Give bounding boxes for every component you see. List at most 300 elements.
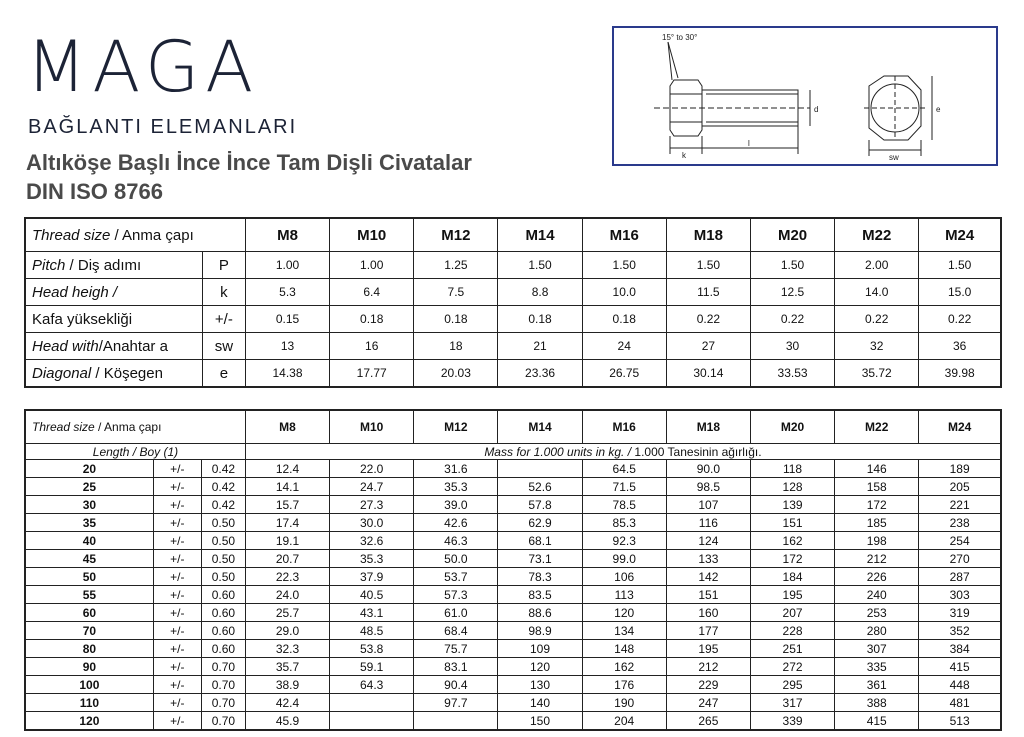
row-label (25, 360, 202, 388)
mass-cell: 146 (835, 460, 919, 478)
mass-cell: 339 (750, 712, 834, 731)
mass-cell: 59.1 (330, 658, 414, 676)
mass-cell: 317 (750, 694, 834, 712)
row-label (25, 306, 202, 333)
tolerance-cell: 0.60 (201, 640, 245, 658)
dim-k-label: k (682, 151, 686, 160)
mass-cell: 238 (919, 514, 1001, 532)
mass-cell: 45.9 (245, 712, 329, 731)
value-cell: 27 (666, 333, 750, 360)
mass-cell: 176 (582, 676, 666, 694)
mass-row (25, 712, 1001, 731)
mass-cell: 189 (919, 460, 1001, 478)
mass-cell: 90.0 (666, 460, 750, 478)
value-cell: 8.8 (498, 279, 582, 306)
mass-cell: 42.4 (245, 694, 329, 712)
mass-cell: 64.5 (582, 460, 666, 478)
value-cell: 20.03 (414, 360, 498, 388)
dimension-row (25, 279, 1001, 306)
value-cell: 0.18 (582, 306, 666, 333)
plusminus-cell: +/- (153, 694, 201, 712)
mass-cell: 352 (919, 622, 1001, 640)
plusminus-cell: +/- (153, 532, 201, 550)
brand-logo: MAGA (26, 26, 260, 108)
mass-cell: 205 (919, 478, 1001, 496)
mass-cell: 24.0 (245, 586, 329, 604)
mass-cell: 53.7 (414, 568, 498, 586)
size-header: M14 (498, 218, 582, 252)
value-cell: 14.38 (245, 360, 329, 388)
plusminus-cell: +/- (153, 604, 201, 622)
value-cell: 0.15 (245, 306, 329, 333)
plusminus-cell: +/- (153, 712, 201, 731)
value-cell: 13 (245, 333, 329, 360)
plusminus-cell: +/- (153, 676, 201, 694)
mass-row (25, 694, 1001, 712)
mass-cell: 22.3 (245, 568, 329, 586)
dimension-row (25, 333, 1001, 360)
mass-cell: 198 (835, 532, 919, 550)
mass-cell (330, 712, 414, 731)
mass-row (25, 586, 1001, 604)
mass-cell: 29.0 (245, 622, 329, 640)
length-cell: 35 (25, 514, 153, 532)
row-label (25, 279, 202, 306)
mass-cell: 142 (666, 568, 750, 586)
mass-cell: 48.5 (330, 622, 414, 640)
tolerance-cell: 0.50 (201, 532, 245, 550)
tolerance-cell: 0.42 (201, 496, 245, 514)
mass-cell: 172 (750, 550, 834, 568)
value-cell: 0.18 (330, 306, 414, 333)
tolerance-cell: 0.42 (201, 460, 245, 478)
value-cell: 35.72 (835, 360, 919, 388)
mass-cell: 128 (750, 478, 834, 496)
value-cell: 1.00 (330, 252, 414, 279)
row-symbol: P (202, 252, 245, 279)
angle-label: 15° to 30° (662, 33, 698, 42)
mass-cell: 107 (666, 496, 750, 514)
mass-cell: 513 (919, 712, 1001, 731)
mass-cell: 17.4 (245, 514, 329, 532)
dimension-row (25, 360, 1001, 388)
mass-cell: 24.7 (330, 478, 414, 496)
mass-row (25, 460, 1001, 478)
tolerance-cell: 0.50 (201, 568, 245, 586)
plusminus-cell: +/- (153, 622, 201, 640)
mass-cell: 148 (582, 640, 666, 658)
value-cell: 32 (835, 333, 919, 360)
value-cell: 0.22 (750, 306, 834, 333)
mass-cell: 31.6 (414, 460, 498, 478)
thread-size-en: Thread size (32, 420, 95, 434)
mass-cell: 68.1 (498, 532, 582, 550)
length-cell: 50 (25, 568, 153, 586)
value-cell: 7.5 (414, 279, 498, 306)
mass-cell: 14.1 (245, 478, 329, 496)
plusminus-cell: +/- (153, 658, 201, 676)
value-cell: 2.00 (835, 252, 919, 279)
plusminus-cell: +/- (153, 496, 201, 514)
mass-cell: 212 (666, 658, 750, 676)
length-cell: 20 (25, 460, 153, 478)
mass-cell: 73.1 (498, 550, 582, 568)
row-symbol: +/- (202, 306, 245, 333)
row-label-tr: /Anahtar a (98, 337, 168, 355)
row-label-en: Pitch (32, 256, 66, 274)
bolt-technical-drawing (612, 26, 998, 166)
tolerance-cell: 0.60 (201, 604, 245, 622)
mass-cell: 109 (498, 640, 582, 658)
mass-cell: 62.9 (498, 514, 582, 532)
mass-table-header-row (25, 410, 1001, 444)
mass-cell: 22.0 (330, 460, 414, 478)
dimension-row (25, 306, 1001, 333)
mass-cell: 195 (750, 586, 834, 604)
mass-row (25, 604, 1001, 622)
value-cell: 39.98 (919, 360, 1001, 388)
size-header: M8 (245, 410, 329, 444)
mass-cell: 195 (666, 640, 750, 658)
mass-row (25, 622, 1001, 640)
tolerance-cell: 0.70 (201, 712, 245, 731)
mass-cell: 228 (750, 622, 834, 640)
mass-cell: 106 (582, 568, 666, 586)
mass-cell: 160 (666, 604, 750, 622)
value-cell: 36 (919, 333, 1001, 360)
mass-cell: 162 (582, 658, 666, 676)
size-header: M24 (919, 218, 1001, 252)
value-cell: 1.50 (666, 252, 750, 279)
mass-body (25, 460, 1001, 731)
mass-row (25, 676, 1001, 694)
mass-cell: 134 (582, 622, 666, 640)
mass-cell: 35.3 (330, 550, 414, 568)
mass-cell: 140 (498, 694, 582, 712)
mass-cell: 448 (919, 676, 1001, 694)
mass-cell: 265 (666, 712, 750, 731)
size-header: M14 (498, 410, 582, 444)
value-cell: 12.5 (750, 279, 834, 306)
mass-cell: 53.8 (330, 640, 414, 658)
tolerance-cell: 0.60 (201, 622, 245, 640)
dimensions-table (24, 217, 1002, 388)
value-cell: 16 (330, 333, 414, 360)
mass-cell: 25.7 (245, 604, 329, 622)
value-cell: 1.50 (919, 252, 1001, 279)
plusminus-cell: +/- (153, 514, 201, 532)
length-cell: 55 (25, 586, 153, 604)
value-cell: 5.3 (245, 279, 329, 306)
size-header: M24 (919, 410, 1001, 444)
mass-cell: 204 (582, 712, 666, 731)
value-cell: 23.36 (498, 360, 582, 388)
length-cell: 110 (25, 694, 153, 712)
mass-cell: 253 (835, 604, 919, 622)
row-label-tr: / Diş adımı (65, 256, 142, 274)
dim-l-label: l (748, 139, 750, 148)
mass-cell: 240 (835, 586, 919, 604)
plusminus-cell: +/- (153, 550, 201, 568)
dim-sw-label: sw (889, 153, 899, 162)
dim-d-label: d (814, 105, 819, 114)
length-cell: 120 (25, 712, 153, 731)
length-cell: 90 (25, 658, 153, 676)
mass-cell: 52.6 (498, 478, 582, 496)
row-symbol: e (202, 360, 245, 388)
mass-cell: 172 (835, 496, 919, 514)
row-symbol: k (202, 279, 245, 306)
row-label-en: Diagonal (32, 364, 92, 382)
tolerance-cell: 0.70 (201, 694, 245, 712)
mass-cell: 32.6 (330, 532, 414, 550)
length-cell: 25 (25, 478, 153, 496)
mass-row (25, 658, 1001, 676)
mass-cell: 280 (835, 622, 919, 640)
thread-size-tr: / Anma çapı (110, 226, 194, 244)
mass-cell: 57.8 (498, 496, 582, 514)
mass-cell: 46.3 (414, 532, 498, 550)
mass-cell: 139 (750, 496, 834, 514)
mass-cell: 184 (750, 568, 834, 586)
mass-table (24, 409, 1002, 731)
mass-cell: 78.3 (498, 568, 582, 586)
mass-cell (330, 694, 414, 712)
length-cell: 80 (25, 640, 153, 658)
mass-cell: 32.3 (245, 640, 329, 658)
size-header: M20 (750, 410, 834, 444)
mass-cell: 35.3 (414, 478, 498, 496)
row-label (25, 252, 202, 279)
mass-cell: 151 (666, 586, 750, 604)
plusminus-cell: +/- (153, 460, 201, 478)
mass-cell: 83.1 (414, 658, 498, 676)
mass-cell: 481 (919, 694, 1001, 712)
value-cell: 0.18 (414, 306, 498, 333)
mass-cell: 99.0 (582, 550, 666, 568)
tolerance-cell: 0.42 (201, 478, 245, 496)
mass-cell: 68.4 (414, 622, 498, 640)
mass-cell: 35.7 (245, 658, 329, 676)
length-label: Length / Boy (1) (25, 444, 245, 460)
mass-cell: 38.9 (245, 676, 329, 694)
dimension-row (25, 252, 1001, 279)
mass-cell: 92.3 (582, 532, 666, 550)
value-cell: 21 (498, 333, 582, 360)
size-header: M18 (666, 410, 750, 444)
mass-cell: 295 (750, 676, 834, 694)
value-cell: 0.22 (666, 306, 750, 333)
mass-cell: 303 (919, 586, 1001, 604)
mass-row (25, 550, 1001, 568)
mass-cell: 15.7 (245, 496, 329, 514)
mass-cell: 162 (750, 532, 834, 550)
mass-cell: 124 (666, 532, 750, 550)
mass-cell: 85.3 (582, 514, 666, 532)
mass-label (245, 444, 1001, 460)
value-cell: 18 (414, 333, 498, 360)
mass-cell (498, 460, 582, 478)
mass-cell: 90.4 (414, 676, 498, 694)
mass-cell: 307 (835, 640, 919, 658)
size-header: M8 (245, 218, 329, 252)
value-cell: 33.53 (750, 360, 834, 388)
mass-cell: 43.1 (330, 604, 414, 622)
mass-cell: 185 (835, 514, 919, 532)
page-title: Altıköşe Başlı İnce İnce Tam Dişli Civatalar (26, 150, 472, 175)
value-cell: 15.0 (919, 279, 1001, 306)
mass-row (25, 532, 1001, 550)
mass-cell: 177 (666, 622, 750, 640)
length-cell: 60 (25, 604, 153, 622)
mass-cell: 120 (582, 604, 666, 622)
mass-cell: 71.5 (582, 478, 666, 496)
mass-cell: 27.3 (330, 496, 414, 514)
value-cell: 1.25 (414, 252, 498, 279)
value-cell: 24 (582, 333, 666, 360)
brand-tagline: BAĞLANTI ELEMANLARI (28, 116, 298, 138)
length-cell: 70 (25, 622, 153, 640)
mass-cell: 158 (835, 478, 919, 496)
page-subtitle: DIN ISO 8766 (26, 179, 163, 204)
mass-cell: 207 (750, 604, 834, 622)
thread-size-en: Thread size (32, 226, 111, 244)
value-cell: 1.50 (750, 252, 834, 279)
row-label-en: Head heigh / (32, 283, 118, 301)
mass-cell: 57.3 (414, 586, 498, 604)
mass-row (25, 496, 1001, 514)
mass-cell: 75.7 (414, 640, 498, 658)
plusminus-cell: +/- (153, 640, 201, 658)
size-header: M18 (666, 218, 750, 252)
mass-cell: 40.5 (330, 586, 414, 604)
value-cell: 14.0 (835, 279, 919, 306)
mass-row (25, 640, 1001, 658)
size-header: M10 (330, 218, 414, 252)
size-header: M22 (835, 410, 919, 444)
size-header: M16 (582, 410, 666, 444)
row-label (25, 333, 202, 360)
mass-cell (414, 712, 498, 731)
mass-row (25, 478, 1001, 496)
value-cell: 30.14 (666, 360, 750, 388)
thread-size-label (25, 218, 245, 252)
value-cell: 11.5 (666, 279, 750, 306)
mass-cell: 247 (666, 694, 750, 712)
mass-label-en: Mass for 1.000 units in kg. / (484, 444, 632, 459)
mass-cell: 97.7 (414, 694, 498, 712)
size-header: M12 (414, 218, 498, 252)
tolerance-cell: 0.70 (201, 676, 245, 694)
tolerance-cell: 0.50 (201, 514, 245, 532)
value-cell: 6.4 (330, 279, 414, 306)
tolerance-cell: 0.50 (201, 550, 245, 568)
mass-cell: 287 (919, 568, 1001, 586)
mass-cell: 150 (498, 712, 582, 731)
mass-cell: 130 (498, 676, 582, 694)
row-symbol: sw (202, 333, 245, 360)
mass-cell: 42.6 (414, 514, 498, 532)
mass-cell: 133 (666, 550, 750, 568)
plusminus-cell: +/- (153, 568, 201, 586)
mass-cell: 272 (750, 658, 834, 676)
mass-cell: 61.0 (414, 604, 498, 622)
mass-cell: 98.9 (498, 622, 582, 640)
mass-cell: 118 (750, 460, 834, 478)
mass-row (25, 568, 1001, 586)
mass-cell: 151 (750, 514, 834, 532)
mass-cell: 270 (919, 550, 1001, 568)
mass-cell: 20.7 (245, 550, 329, 568)
mass-cell: 113 (582, 586, 666, 604)
mass-cell: 319 (919, 604, 1001, 622)
mass-cell: 37.9 (330, 568, 414, 586)
table-header-row (25, 218, 1001, 252)
mass-cell: 116 (666, 514, 750, 532)
value-cell: 0.22 (919, 306, 1001, 333)
mass-cell: 415 (919, 658, 1001, 676)
bolt-drawing-svg (614, 28, 996, 164)
mass-cell: 254 (919, 532, 1001, 550)
plusminus-cell: +/- (153, 586, 201, 604)
size-header: M16 (582, 218, 666, 252)
mass-cell: 221 (919, 496, 1001, 514)
mass-cell: 50.0 (414, 550, 498, 568)
mass-cell: 190 (582, 694, 666, 712)
mass-cell: 120 (498, 658, 582, 676)
mass-row (25, 514, 1001, 532)
mass-cell: 415 (835, 712, 919, 731)
length-cell: 40 (25, 532, 153, 550)
length-cell: 45 (25, 550, 153, 568)
thread-size-tr: / Anma çapı (94, 420, 162, 434)
value-cell: 26.75 (582, 360, 666, 388)
plusminus-cell: +/- (153, 478, 201, 496)
mass-subheader-row (25, 444, 1001, 460)
mass-cell: 229 (666, 676, 750, 694)
value-cell: 1.00 (245, 252, 329, 279)
mass-cell: 88.6 (498, 604, 582, 622)
tolerance-cell: 0.60 (201, 586, 245, 604)
size-header: M20 (750, 218, 834, 252)
value-cell: 1.50 (498, 252, 582, 279)
mass-cell: 12.4 (245, 460, 329, 478)
value-cell: 17.77 (330, 360, 414, 388)
size-header: M10 (330, 410, 414, 444)
mass-cell: 78.5 (582, 496, 666, 514)
mass-cell: 384 (919, 640, 1001, 658)
row-label-en: Head with (32, 337, 99, 355)
value-cell: 30 (750, 333, 834, 360)
value-cell: 0.22 (835, 306, 919, 333)
row-label-tr: Kafa yüksekliği (32, 310, 133, 328)
mass-cell: 226 (835, 568, 919, 586)
mass-cell: 361 (835, 676, 919, 694)
mass-cell: 212 (835, 550, 919, 568)
tolerance-cell: 0.70 (201, 658, 245, 676)
mass-cell: 30.0 (330, 514, 414, 532)
mass-label-tr: 1.000 Tanesinin ağırlığı. (631, 444, 762, 459)
mass-cell: 39.0 (414, 496, 498, 514)
value-cell: 0.18 (498, 306, 582, 333)
mass-cell: 388 (835, 694, 919, 712)
mass-cell: 335 (835, 658, 919, 676)
mass-cell: 83.5 (498, 586, 582, 604)
row-label-tr: / Köşegen (91, 364, 163, 382)
mass-cell: 64.3 (330, 676, 414, 694)
dim-e-label: e (936, 105, 941, 114)
mass-cell: 19.1 (245, 532, 329, 550)
